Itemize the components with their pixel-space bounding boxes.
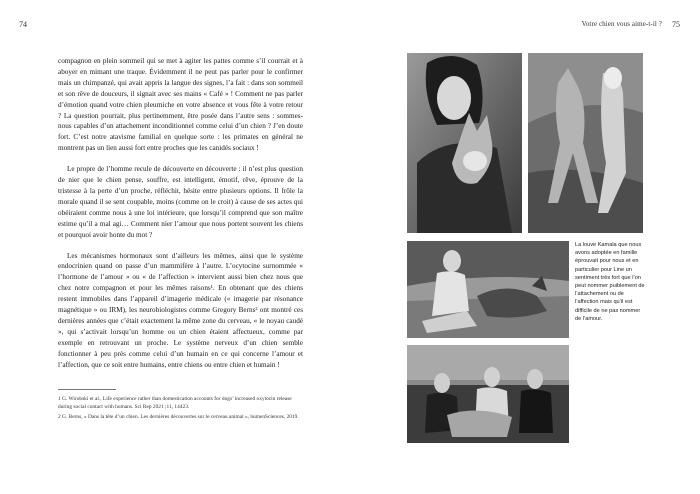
photo-wolf-standing-woman — [528, 53, 643, 233]
paragraph: Les mécanismes hormonaux sont d’ailleurs les mêmes, ainsi que le système endocrinien quand on passe d’un mammifère à l’autre. L’ocytocine surnommée « l’hormone de l’amour » ou « de l’affection » intervient aussi bien chez nous que chez notre compagnon et pour les mêmes raisons¹. En obtenant que des chiens restent immobiles dans l’appareil d’imagerie médicale (« imagerie par résonance magnétique » ou IRM), les neurobiologistes comme Gregory Berns² ont montré ces dernières années que c’était exactement la même zone du cerveau, « le noyau caudé », qui s’activait lorsqu’un homme ou un chien étaient affectueux, comme par exemple en retrouvant un proche. Le système nerveux d’un chien semble fonctionner à peu près comme celui d’un humain en ce qui concerne l’amour et l’affection, que ce soit entre humains, entre chiens ou entre chien et humain ! — [58, 251, 303, 369]
photo-woman-with-wolf-on-grass — [407, 241, 569, 338]
photo-image — [407, 345, 569, 443]
footnote: 2 G. Berns, « Dans la tête d’un chien. Les dernières découvertes sur le cerveau animal », humenSciences, 2019. — [58, 414, 299, 420]
paragraph: compagnon en plein sommeil qui se met à agiter les pattes comme s’il courrait et à aboyer en mimant une traque. Évidemment il ne peut pas parler pour le confirmer mais un chimpanzé, qui avait appris la langue des signes, l’a fait : dans son sommeil et son rêve de douceurs, il signait avec ses mains « Café » ! Comment ne pas parler d’émotion quand votre chien pleurniche en votre absence et vous fête à votre retour ? La question pourrait, plus pertinemment, être posée dans l’autre sens : sommes-nous capables d’un attachement inconditionnel comme celui d’un chien ? J’en doute fort. C’est notre atavisme familial en quelque sorte : les primates en général ne montrent pas un lien aussi fort entre proches que les canidés sociaux ! — [58, 57, 303, 153]
footnote: 1 G. Wirobski et al., Life experience rather than domestication accounts for dogs’ increased oxytocin release during social contact with humans. Sci Rep 2021 ;11, 14423. — [58, 396, 292, 410]
paragraph: Le propre de l’homme recule de découverte en découverte : il n’est plus question de nier que le chien pense, souffre, est intelligent, émotif, rêve, éprouve de la tristesse à la perte d’un proche, réfléchit, hésite entre plusieurs options. Il frôle la morale quand il se sent coupable, moins (comme on le croit) à cause de ses actes qui obéiraient comme nous à une loi intérieure, que lorsqu’il comprend que son maître estime qu’il a mal agi… Comment nier l’amour que nous portent souvent les chiens et pourquoi avoir honte du mot ? — [58, 165, 303, 239]
right-page-number: 75 — [672, 20, 680, 29]
footnote-rule — [58, 389, 116, 390]
running-head: Votre chien vous aime-t-il ? — [581, 20, 662, 28]
photo-family-on-sofa-with-wolf — [407, 345, 569, 443]
body-text — [58, 56, 303, 380]
footnotes — [58, 389, 303, 423]
photo-woman-holding-wolf — [407, 53, 522, 233]
photo-image — [528, 53, 643, 233]
photo-caption: La louve Kamala que nous avons adoptée en famille éprouvait pour nous et en particulier pour Line un sentiment très fort que l’on peut nommer puiblement de l’attachement ou de l’affection mais qu’il est difficile de ne pas nommer de l’amour. — [575, 242, 645, 322]
left-page-number: 74 — [19, 20, 27, 29]
photo-image — [407, 53, 522, 233]
photo-image — [407, 241, 569, 338]
